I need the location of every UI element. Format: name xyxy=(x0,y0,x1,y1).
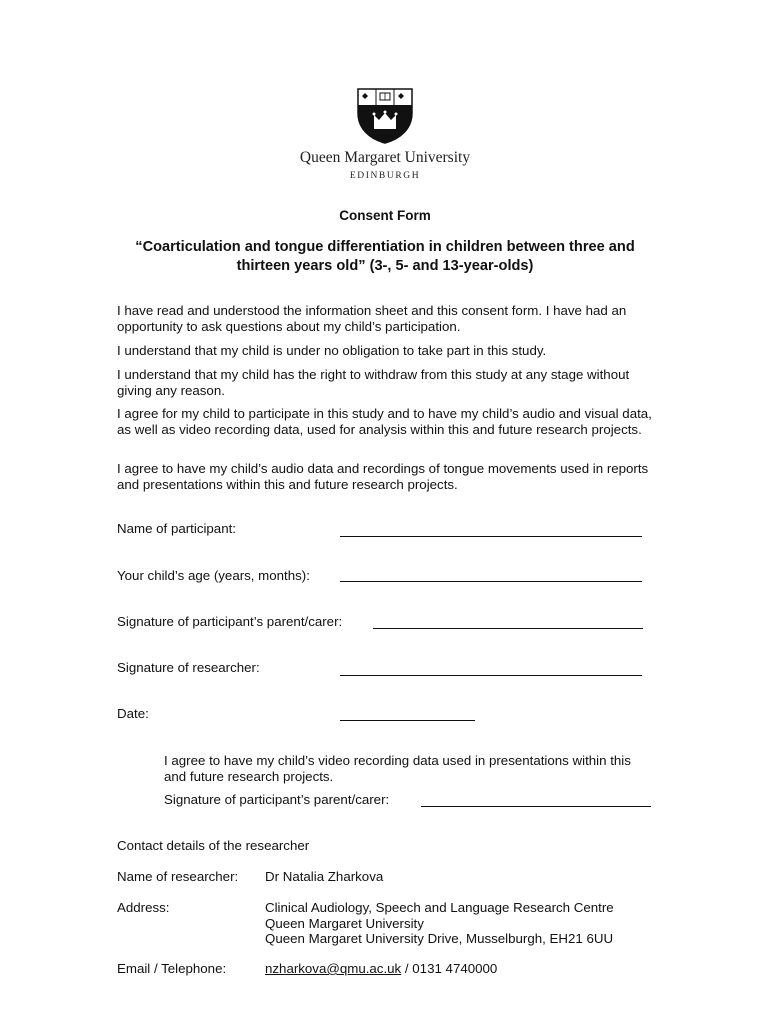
address-line: Queen Margaret University xyxy=(265,915,424,931)
address-block xyxy=(265,900,614,947)
email-telephone-label: Email / Telephone: xyxy=(117,961,227,976)
video-consent-signature-line[interactable] xyxy=(421,806,651,807)
researcher-name-value: Dr Natalia Zharkova xyxy=(265,869,384,884)
participant-name-label: Name of participant: xyxy=(117,521,236,536)
statement-data-use-analysis: I agree for my child to participate in this study and to have my child’s audio and visual data, as well as video recording data, used for analysis within this and future research projects. xyxy=(117,406,652,437)
address-label: Address: xyxy=(117,900,170,915)
university-crest-logo xyxy=(356,87,414,145)
telephone-number: / 0131 4740000 xyxy=(401,961,498,976)
researcher-name-label: Name of researcher: xyxy=(117,869,239,884)
child-age-label: Your child’s age (years, months): xyxy=(117,568,310,583)
child-age-line[interactable] xyxy=(340,581,642,582)
form-title: Consent Form xyxy=(339,208,431,223)
statement-information-read: I have read and understood the information sheet and this consent form. I have had an opportunity to ask questions about my child’s participation. xyxy=(117,303,627,334)
date-label: Date: xyxy=(117,706,149,721)
email-link[interactable]: nzharkova@qmu.ac.uk xyxy=(265,961,402,976)
address-line: Clinical Audiology, Speech and Language Research Centre xyxy=(265,900,614,915)
date-line[interactable] xyxy=(340,720,475,721)
university-name: Queen Margaret University xyxy=(299,149,471,166)
study-title: “Coarticulation and tongue differentiation in children between three and thirteen years old” (3-, 5- and 13-year-olds) xyxy=(135,239,635,274)
researcher-signature-label: Signature of researcher: xyxy=(117,660,260,675)
parent-signature-label: Signature of participant’s parent/carer: xyxy=(117,614,343,629)
statement-no-obligation: I understand that my child is under no obligation to take part in this study. xyxy=(117,343,547,358)
university-city: EDINBURGH xyxy=(349,171,421,181)
parent-signature-line[interactable] xyxy=(373,628,643,629)
contact-heading: Contact details of the researcher xyxy=(117,838,310,853)
statement-right-to-withdraw: I understand that my child has the right to withdraw from this study at any stage without giving any reason. xyxy=(117,367,630,398)
video-consent-statement: I agree to have my child’s video recording data used in presentations within this and future research projects. xyxy=(164,753,631,784)
email-telephone-value xyxy=(265,961,497,977)
participant-name-line[interactable] xyxy=(340,536,642,537)
video-consent-signature-label: Signature of participant’s parent/carer: xyxy=(164,792,390,807)
address-line: Queen Margaret University Drive, Musselburgh, EH21 6UU xyxy=(265,931,614,947)
researcher-signature-line[interactable] xyxy=(340,675,642,676)
statement-data-use-reports: I agree to have my child’s audio data and recordings of tongue movements used in reports and presentations within this and future research projects. xyxy=(117,461,649,492)
